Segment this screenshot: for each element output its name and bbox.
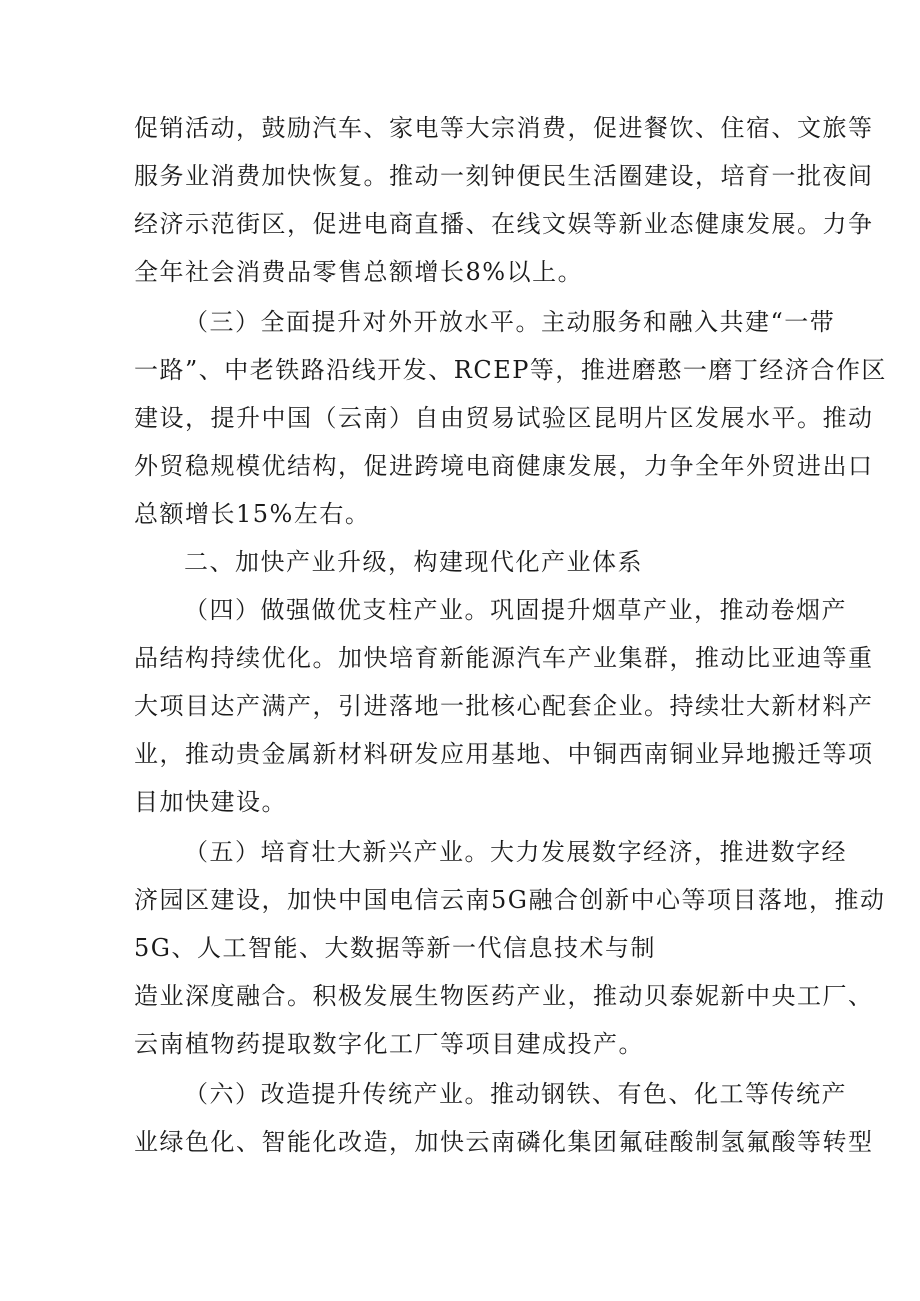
text-line: 一路”、中老铁路沿线开发、RCEP等，推进磨憨一磨丁经济合作区 (134, 356, 887, 384)
text-line: 外贸稳规模优结构，促进跨境电商健康发展，力争全年外贸进出口 (134, 452, 874, 480)
text-line: 大项目达产满产，引进落地一批核心配套企业。持续壮大新材料产 (134, 692, 874, 720)
text-line: 服务业消费加快恢复。推动一刻钟便民生活圈建设，培育一批夜间 (134, 162, 874, 190)
text-line: 济园区建设，加快中国电信云南5G融合创新中心等项目落地，推动 (134, 886, 886, 914)
text-line: 品结构持续优化。加快培育新能源汽车产业集群，推动比亚迪等重 (134, 644, 874, 672)
text-line: 全年社会消费品零售总额增长8%以上。 (134, 258, 584, 286)
text-line: 促销活动，鼓励汽车、家电等大宗消费，促进餐饮、住宿、文旅等 (134, 114, 874, 142)
text-line: 5G、人工智能、大数据等新一代信息技术与制 (134, 934, 656, 962)
text-line: 造业深度融合。积极发展生物医药产业，推动贝泰妮新中央工厂、 (134, 982, 874, 1010)
paragraph-first-line: （六）改造提升传统产业。推动钢铁、有色、化工等传统产 (184, 1080, 847, 1108)
section-heading: 二、加快产业升级，构建现代化产业体系 (184, 548, 643, 576)
text-line: 经济示范街区，促进电商直播、在线文娱等新业态健康发展。力争 (134, 210, 874, 238)
paragraph-first-line: （三）全面提升对外开放水平。主动服务和融入共建“一带 (184, 308, 836, 336)
paragraph-first-line: （四）做强做优支柱产业。巩固提升烟草产业，推动卷烟产 (184, 596, 847, 624)
text-line: 总额增长15%左右。 (134, 500, 371, 528)
text-line: 业，推动贵金属新材料研发应用基地、中铜西南铜业异地搬迁等项 (134, 740, 874, 768)
text-line: 目加快建设。 (134, 788, 287, 816)
paragraph-first-line: （五）培育壮大新兴产业。大力发展数字经济，推进数字经 (184, 838, 847, 866)
text-line: 云南植物药提取数字化工厂等项目建成投产。 (134, 1030, 644, 1058)
text-line: 建设，提升中国（云南）自由贸易试验区昆明片区发展水平。推动 (134, 404, 874, 432)
text-line: 业绿色化、智能化改造，加快云南磷化集团氟硅酸制氢氟酸等转型 (134, 1128, 874, 1156)
